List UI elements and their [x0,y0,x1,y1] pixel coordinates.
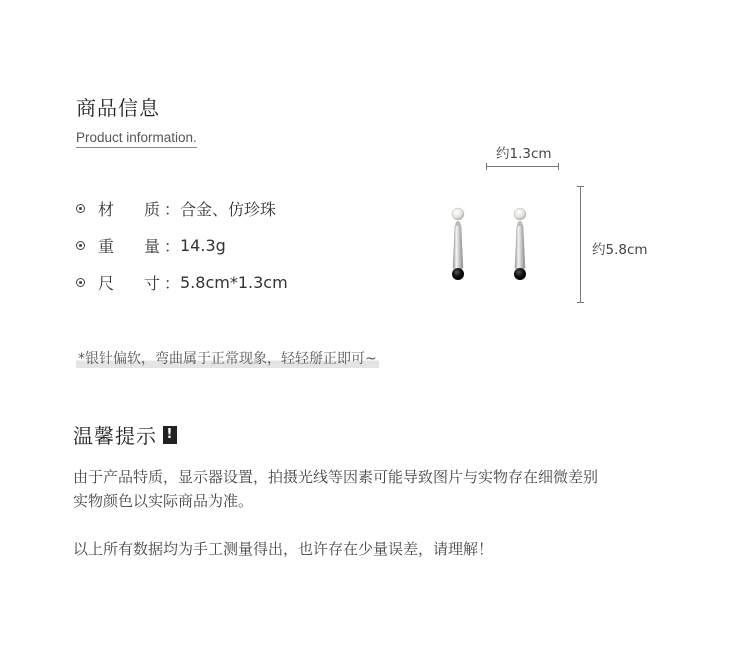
spec-row-material [76,196,276,220]
product-info-title: 商品信息 [76,96,160,120]
earrings-product-image [438,196,538,292]
width-dimension-line [486,166,559,167]
product-info-subtitle: Product information. [76,130,197,148]
spec-key-char-1: 尺 [98,273,115,293]
spec-row-weight [76,233,226,257]
spec-row-size [76,270,288,294]
reminder-line-3: 以上所有数据均为手工测量得出，也许存在少量误差，请理解！ [73,540,494,558]
spec-value: 14.3g [180,235,226,255]
reminder-line-1: 由于产品特质，显示器设置，拍摄光线等因素可能导致图片与实物存在细微差别 [73,468,599,486]
reminder-line-2: 实物颜色以实际商品为准。 [73,492,254,510]
height-dimension-line [580,186,581,303]
spec-key-char-1: 材 [98,199,115,219]
spec-colon: ： [164,236,181,256]
bullet-icon [76,204,85,213]
spec-value: 合金、仿珍珠 [180,199,277,219]
width-dimension-tick [558,163,559,170]
reminder-title [73,420,177,449]
spec-value: 5.8cm*1.3cm [180,272,288,292]
width-dimension-tick [486,163,487,170]
exclamation-icon: ! [163,426,177,444]
spec-key-char-2: 量 [144,236,161,256]
bullet-icon [76,241,85,250]
care-note: *银针偏软，弯曲属于正常现象，轻轻掰正即可~ [76,348,379,368]
width-dimension-label: 约1.3cm [496,146,552,162]
height-dimension-label: 约5.8cm [592,242,648,258]
bullet-icon [76,278,85,287]
spec-colon: ： [164,273,181,293]
spec-colon: ： [164,199,181,219]
spec-key-char-2: 寸 [144,273,161,293]
spec-key-char-1: 重 [98,236,115,256]
height-dimension-tick [577,302,584,303]
earring-right [514,208,526,280]
height-dimension-tick [577,186,584,187]
spec-key-char-2: 质 [144,199,161,219]
reminder-title-text: 温馨提示 [73,424,157,448]
earring-left [452,208,464,280]
